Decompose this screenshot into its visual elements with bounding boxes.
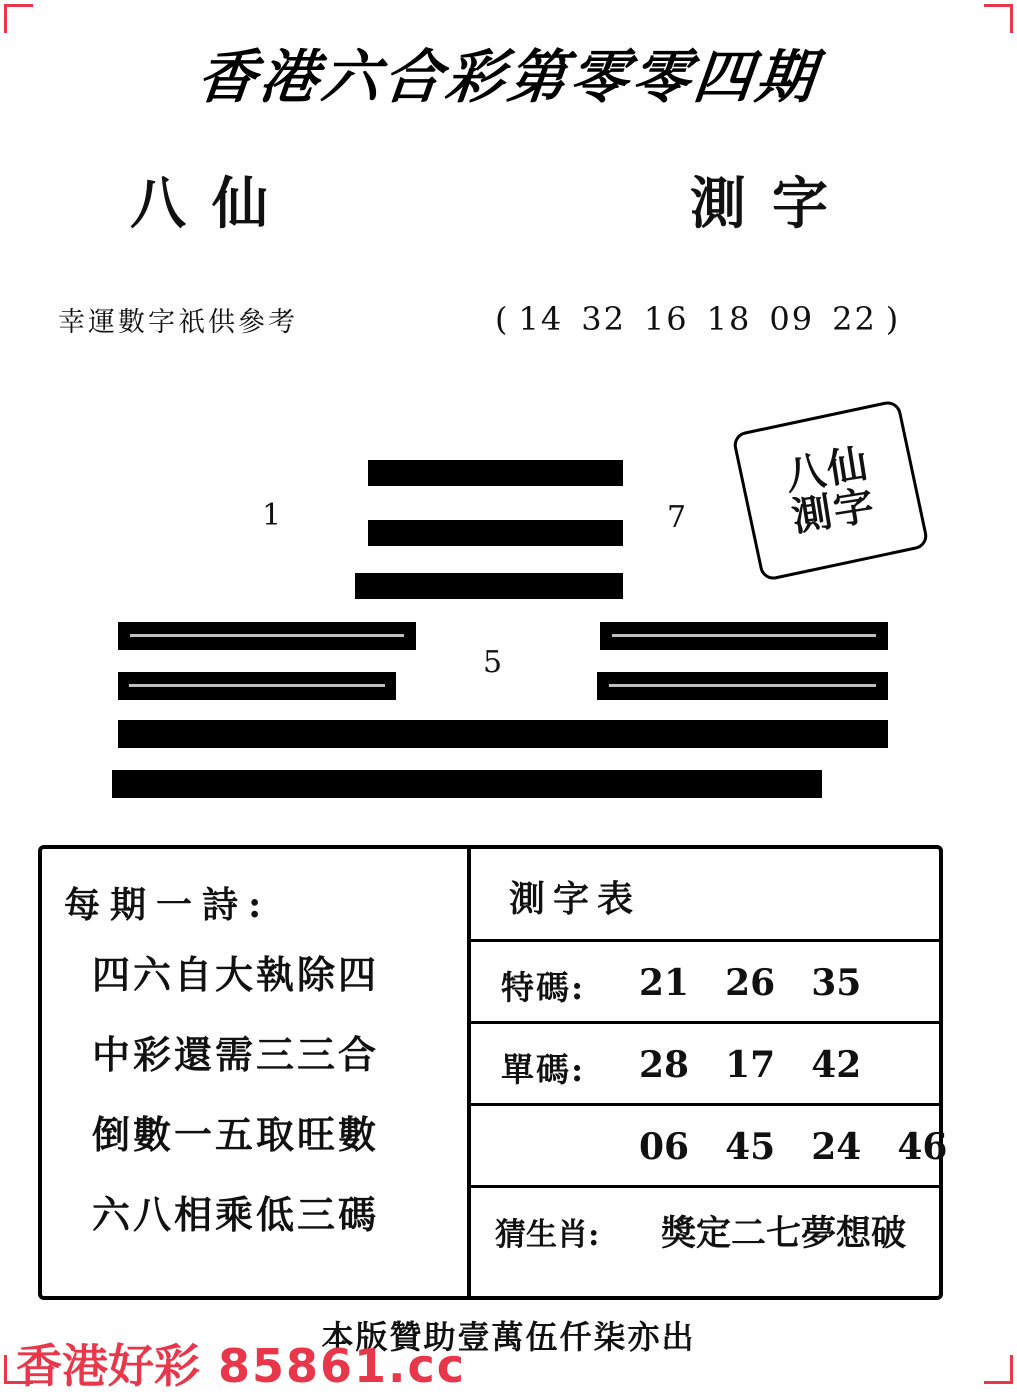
lucky-number: 16	[643, 300, 689, 338]
table-rule	[471, 1103, 939, 1106]
hexagram-bar	[597, 672, 888, 700]
table-cell: 35	[811, 962, 862, 1004]
footer-note: 本版贊助壹萬伍仟柒亦出	[321, 1318, 696, 1356]
poem-section	[42, 849, 467, 1296]
table-rule	[471, 939, 939, 942]
lucky-open-paren: (	[495, 300, 510, 338]
lucky-number: 18	[706, 300, 752, 338]
corner-mark-bottom-right	[984, 1355, 1013, 1384]
hexagram-bar	[368, 460, 623, 486]
lucky-number: 14	[518, 300, 564, 338]
number-table-title: 測字表	[509, 878, 642, 920]
page-title: 香港六合彩第零零四期	[194, 43, 822, 111]
seal-line-2: 測字	[788, 480, 879, 541]
subtitle-right: 測字	[690, 171, 854, 237]
table-row-label: 單碼:	[501, 1050, 586, 1089]
hexagram-bar	[118, 622, 416, 650]
table-cell: 21	[639, 962, 690, 1004]
hexagram-mark-left: 1	[262, 498, 282, 533]
hexagram-mark-center: 5	[483, 645, 503, 680]
hexagram-bar	[112, 770, 822, 798]
table-row-label: 特碼:	[501, 968, 586, 1007]
subtitle-left: 八仙	[130, 171, 294, 237]
hexagram-bar	[368, 520, 623, 546]
table-cell: 24	[811, 1126, 862, 1168]
lucky-numbers-label: 幸運數字祇供參考	[58, 307, 298, 338]
poem-title: 每期一詩:	[64, 884, 272, 926]
table-cell: 28	[639, 1044, 690, 1086]
poem-line: 倒數一五取旺數	[92, 1112, 380, 1157]
watermark-text: 香港好彩	[16, 1339, 200, 1393]
hexagram-bar	[118, 720, 888, 748]
lucky-number: 32	[581, 300, 626, 338]
lucky-number: 09	[769, 300, 815, 338]
poem-line: 六八相乘低三碼	[92, 1192, 380, 1237]
table-row	[639, 1044, 897, 1086]
hexagram-mark-right: 7	[667, 500, 687, 535]
zodiac-guess-label: 猜生肖:	[495, 1217, 600, 1253]
table-rule	[471, 1021, 939, 1024]
corner-mark-top-right	[984, 4, 1013, 33]
hexagram-bar	[118, 672, 396, 700]
watermark-site: 85861.cc	[218, 1339, 467, 1393]
table-rule	[471, 1185, 939, 1188]
table-cell: 17	[725, 1044, 776, 1086]
table-cell: 46	[897, 1126, 948, 1168]
watermark	[16, 1330, 466, 1396]
table-row	[639, 962, 897, 1004]
zodiac-guess-value: 獎定二七夢想破	[661, 1213, 907, 1254]
table-row	[639, 1126, 983, 1168]
lucky-numbers-list	[495, 300, 900, 338]
poem-line: 中彩還需三三合	[92, 1032, 380, 1077]
bottom-panel	[38, 845, 948, 1300]
number-table-section	[471, 849, 948, 1296]
table-cell: 26	[725, 962, 776, 1004]
table-cell: 45	[725, 1126, 776, 1168]
poem-line: 四六自大執除四	[92, 952, 380, 997]
subtitle-row	[0, 160, 1017, 250]
lucky-close-paren: )	[885, 300, 901, 338]
hexagram-bar	[600, 622, 888, 650]
table-cell: 42	[811, 1044, 862, 1086]
lucky-number: 22	[832, 300, 877, 338]
seal-line-1: 八仙	[781, 439, 873, 500]
corner-mark-top-left	[4, 4, 33, 33]
table-cell: 06	[639, 1126, 690, 1168]
hexagram-bar	[355, 573, 623, 599]
seal-stamp-text	[738, 406, 924, 575]
